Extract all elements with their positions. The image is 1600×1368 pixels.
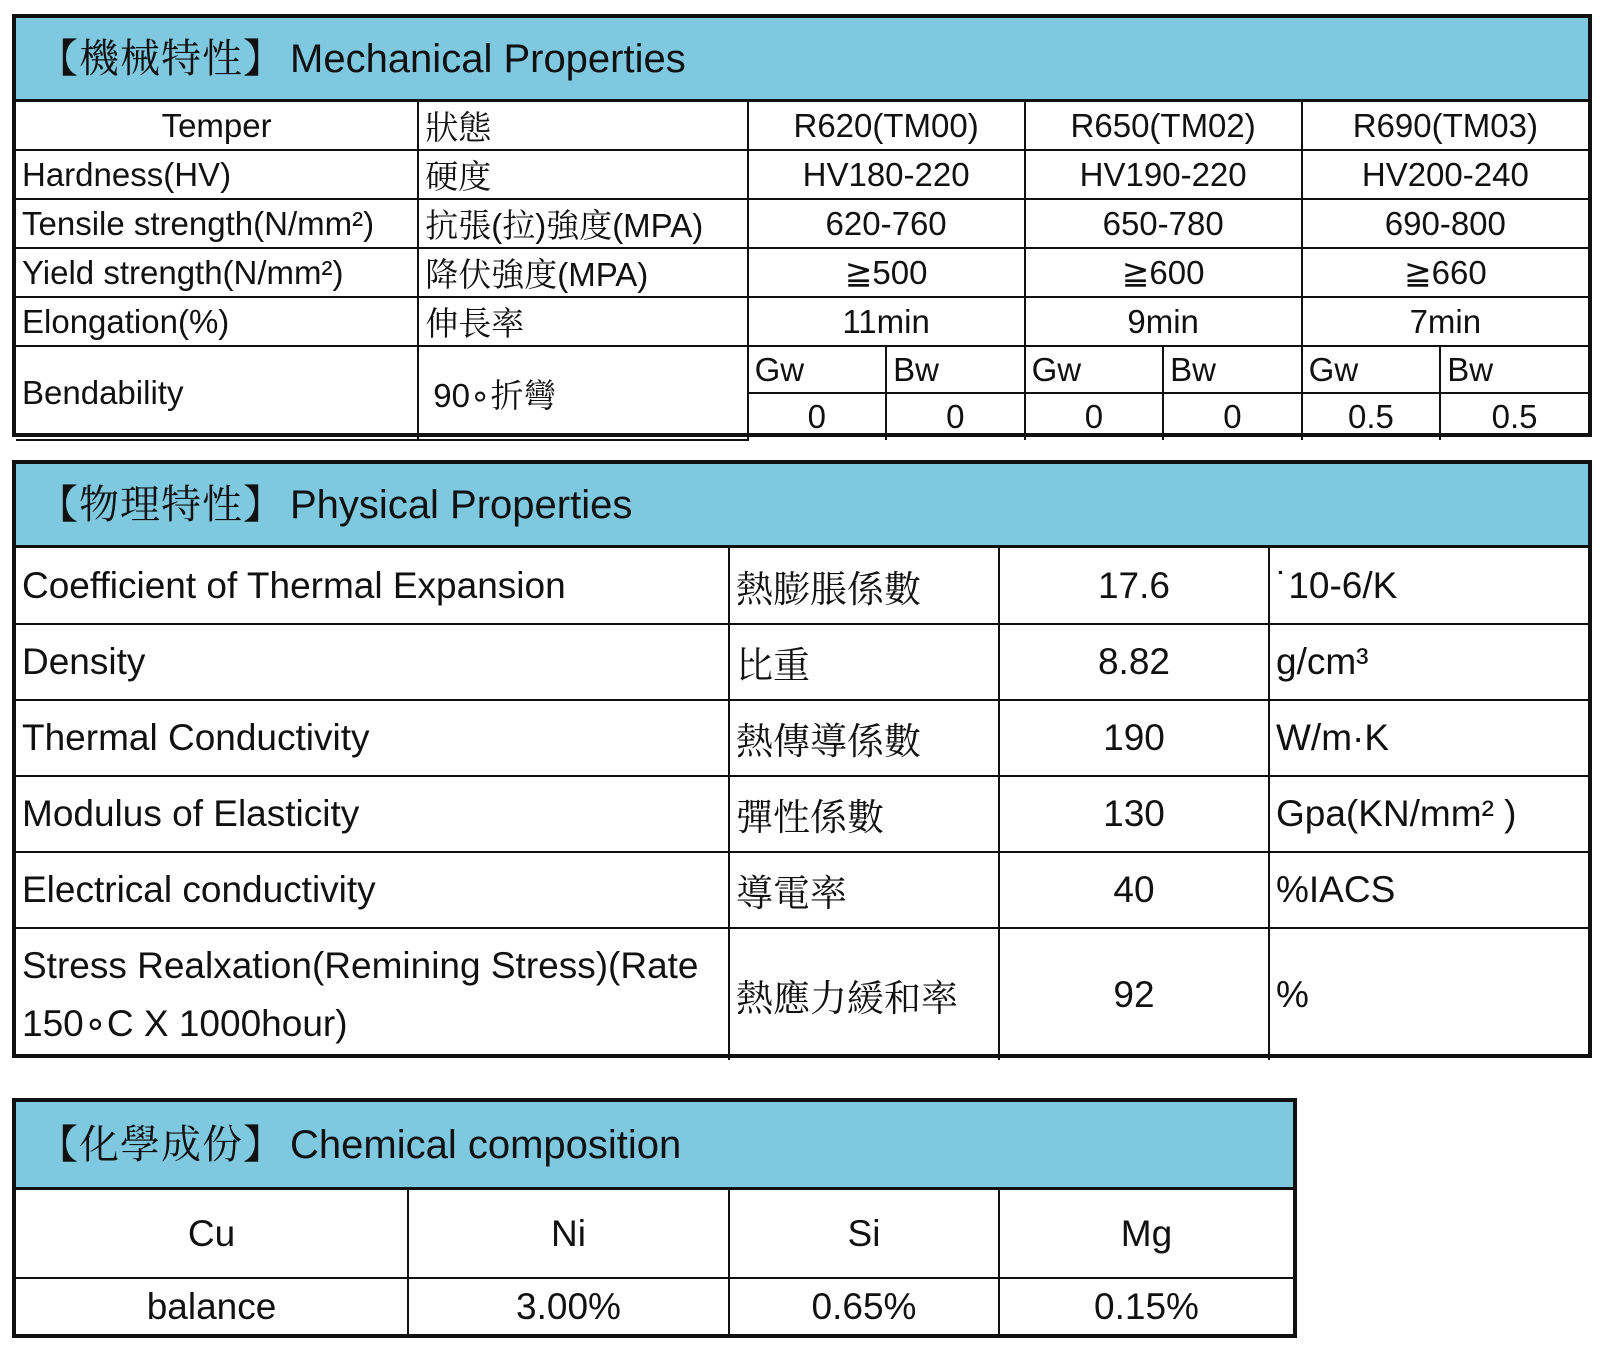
property-unit: % — [1269, 928, 1588, 1060]
bend-value: 0 — [748, 393, 887, 440]
property-value: 17.6 — [999, 548, 1269, 624]
property-label-zh: 降伏強度(MPA) — [418, 248, 747, 297]
physical-title-zh: 【物理特性】 — [38, 482, 284, 527]
element-value: 0.15% — [999, 1278, 1293, 1334]
bend-value: 0.5 — [1440, 393, 1588, 440]
property-label-zh: 熱應力緩和率 — [729, 928, 999, 1060]
property-unit: %IACS — [1269, 852, 1588, 928]
chemical-header — [16, 1102, 1293, 1190]
table-row — [16, 297, 1588, 346]
chemical-composition-table — [12, 1098, 1297, 1338]
table-row — [16, 1190, 1293, 1278]
table-row — [16, 700, 1588, 776]
physical-title-en: Physical Properties — [290, 482, 633, 527]
bend-direction-label: Bw — [886, 346, 1025, 393]
chemical-title-en: Chemical composition — [290, 1122, 682, 1167]
bend-value: 0 — [886, 393, 1025, 440]
table-row — [16, 248, 1588, 297]
bend-direction-label: Gw — [1025, 346, 1164, 393]
property-label-en: Thermal Conductivity — [16, 700, 729, 776]
table-row — [16, 624, 1588, 700]
property-value: 620-760 — [748, 199, 1025, 248]
property-label-en: Elongation(%) — [16, 297, 418, 346]
element-header: Mg — [999, 1190, 1293, 1278]
bend-value: 0.5 — [1302, 393, 1441, 440]
property-label-en: Coefficient of Thermal Expansion — [16, 548, 729, 624]
table-row — [16, 150, 1588, 199]
property-label-en: Stress Realxation(Remining Stress)(Rate 150∘C X 1000hour) — [16, 928, 729, 1060]
property-value: HV190-220 — [1025, 150, 1302, 199]
element-value: 3.00% — [408, 1278, 729, 1334]
temper-label-zh: 狀態 — [418, 102, 747, 150]
property-value: HV180-220 — [748, 150, 1025, 199]
temper-value: R620(TM00) — [748, 102, 1025, 150]
property-label-zh: 熱膨脹係數 — [729, 548, 999, 624]
chemical-title-zh: 【化學成份】 — [38, 1122, 284, 1167]
table-row — [16, 776, 1588, 852]
property-value: 7min — [1302, 297, 1588, 346]
physical-header — [16, 464, 1588, 548]
property-label-en: Modulus of Elasticity — [16, 776, 729, 852]
element-header: Ni — [408, 1190, 729, 1278]
property-value: 650-780 — [1025, 199, 1302, 248]
mechanical-title-en: Mechanical Properties — [290, 36, 686, 81]
property-label-en: Electrical conductivity — [16, 852, 729, 928]
physical-grid — [16, 548, 1588, 1060]
bend-direction-label: Gw — [1302, 346, 1441, 393]
physical-properties-table — [12, 460, 1592, 1058]
bendability-label-en: Bendability — [16, 346, 418, 440]
property-value: HV200-240 — [1302, 150, 1588, 199]
property-value: 130 — [999, 776, 1269, 852]
element-value: 0.65% — [729, 1278, 999, 1334]
element-header: Si — [729, 1190, 999, 1278]
chemical-grid — [16, 1190, 1293, 1334]
bend-value: 0 — [1163, 393, 1302, 440]
property-value: 190 — [999, 700, 1269, 776]
property-label-zh: 硬度 — [418, 150, 747, 199]
table-row — [16, 102, 1588, 150]
property-label-en: Tensile strength(N/mm²) — [16, 199, 418, 248]
temper-value: R690(TM03) — [1302, 102, 1588, 150]
property-label-zh: 抗張(拉)強度(MPA) — [418, 199, 747, 248]
property-unit: W/m·K — [1269, 700, 1588, 776]
table-row — [16, 548, 1588, 624]
bendability-label-zh: 90∘折彎 — [418, 346, 747, 440]
property-label-zh: 彈性係數 — [729, 776, 999, 852]
property-unit: g/cm³ — [1269, 624, 1588, 700]
property-value: 8.82 — [999, 624, 1269, 700]
temper-label-en: Temper — [16, 102, 418, 150]
property-value: 40 — [999, 852, 1269, 928]
property-label-zh: 伸長率 — [418, 297, 747, 346]
temper-value: R650(TM02) — [1025, 102, 1302, 150]
element-value: balance — [16, 1278, 408, 1334]
bend-value: 0 — [1025, 393, 1164, 440]
table-row — [16, 852, 1588, 928]
property-label-en: Yield strength(N/mm²) — [16, 248, 418, 297]
property-value: ≧600 — [1025, 248, 1302, 297]
mechanical-properties-table — [12, 14, 1592, 437]
mechanical-title-zh: 【機械特性】 — [38, 36, 284, 81]
property-value: 11min — [748, 297, 1025, 346]
property-label-en: Density — [16, 624, 729, 700]
property-value: ≧500 — [748, 248, 1025, 297]
property-unit: ˙10-6/K — [1269, 548, 1588, 624]
bend-direction-label: Gw — [748, 346, 887, 393]
bend-direction-label: Bw — [1163, 346, 1302, 393]
mechanical-grid — [16, 102, 1588, 441]
property-unit: Gpa(KN/mm² ) — [1269, 776, 1588, 852]
property-label-en: Hardness(HV) — [16, 150, 418, 199]
property-value: ≧660 — [1302, 248, 1588, 297]
table-row — [16, 928, 1588, 1060]
element-header: Cu — [16, 1190, 408, 1278]
mechanical-header — [16, 18, 1588, 102]
table-row — [16, 199, 1588, 248]
property-label-zh: 導電率 — [729, 852, 999, 928]
table-row — [16, 1278, 1293, 1334]
table-row — [16, 346, 1588, 393]
property-value: 92 — [999, 928, 1269, 1060]
property-label-zh: 熱傳導係數 — [729, 700, 999, 776]
property-value: 690-800 — [1302, 199, 1588, 248]
property-value: 9min — [1025, 297, 1302, 346]
bend-direction-label: Bw — [1440, 346, 1588, 393]
property-label-zh: 比重 — [729, 624, 999, 700]
